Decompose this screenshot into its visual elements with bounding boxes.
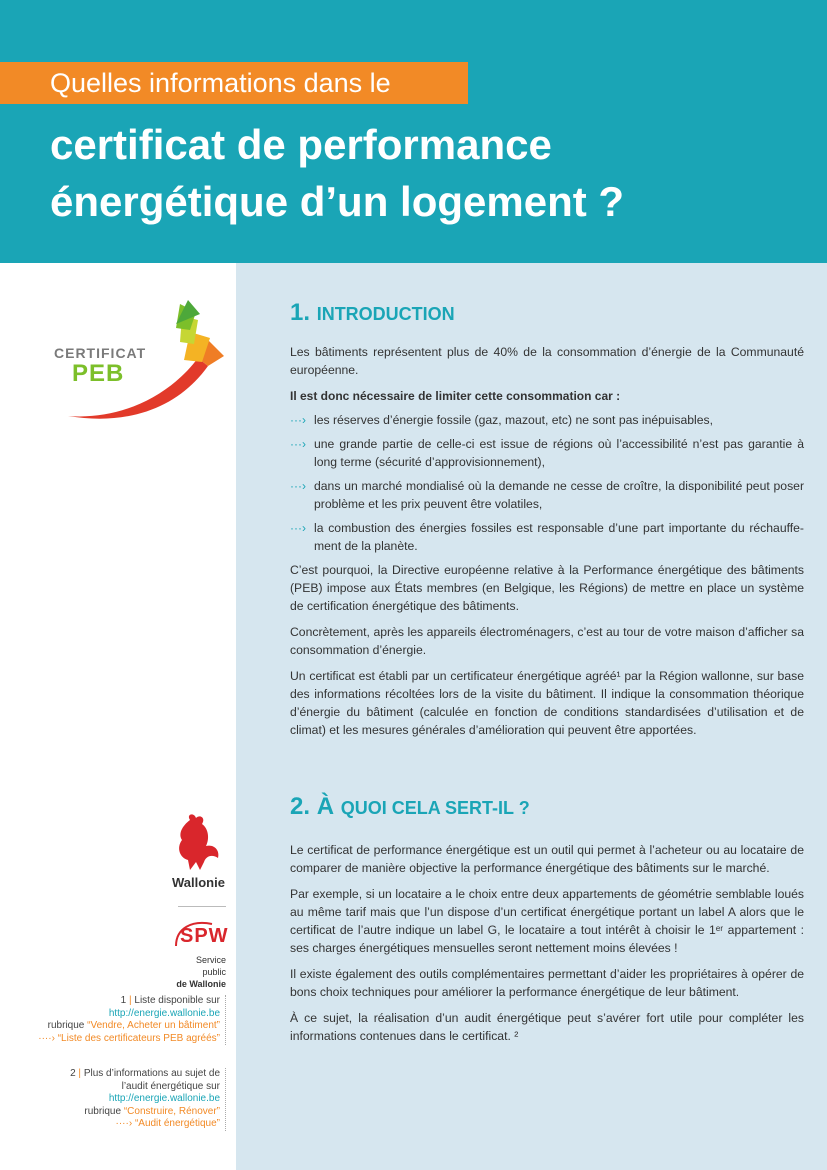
footnote-1	[20, 995, 226, 1045]
logo-text-certificat: CERTIFICAT	[54, 345, 147, 361]
list-item-text: les réserves d’énergie fossile (gaz, mazout, etc) ne sont pas inépuisables,	[314, 413, 714, 427]
footnote-separator: |	[78, 1068, 82, 1079]
section-2-heading	[290, 793, 530, 821]
footnote-rubrique-prefix: rubrique	[84, 1105, 122, 1117]
title-line-2: énergétique d’un logement ?	[50, 178, 625, 225]
list-item-text: une grande partie de celle-ci est issue de régions où l’accessibilité n’est pas garantie à long terme (sécurité d’approvisionnement),	[314, 437, 804, 469]
footnote-2	[20, 1068, 226, 1131]
wallonie-label: Wallonie	[172, 875, 225, 890]
spw-subtitle-line-2: de Wallonie	[176, 979, 226, 989]
footnote-subrubrique: “Liste des certificateurs PEB agréés”	[57, 1032, 220, 1044]
footnote-subrubrique: “Audit énergétique”	[134, 1118, 220, 1129]
logo-text-peb: PEB	[72, 360, 125, 387]
footnote-separator: |	[129, 995, 132, 1006]
arrow-icon: ····›	[38, 1032, 55, 1044]
arrow-icon: ···›	[290, 479, 306, 493]
arrow-icon: ····›	[115, 1118, 133, 1129]
spw-subtitle-line-1: Service public	[195, 955, 226, 977]
footnote-rubrique-prefix: rubrique	[47, 1020, 85, 1031]
footnote-number: 1	[120, 995, 127, 1006]
list-item	[290, 435, 804, 471]
paragraph: Il existe également des outils complémentaires permettant d’aider les propriétaires à opérer de bons choix techniques pour améliorer la performance énergétique de leur bâtiment.	[290, 967, 804, 999]
footnote-text: Plus d’informations au sujet de	[83, 1068, 220, 1079]
sidebar-divider	[178, 906, 226, 907]
page-header	[0, 0, 827, 263]
footnote-rubrique: “Construire, Rénover”	[123, 1105, 220, 1117]
footnote-text: Liste disponible sur	[134, 995, 220, 1006]
paragraph: Les bâtiments représentent plus de 40% de la consommation d’énergie de la Communauté européenne.	[290, 345, 804, 377]
list-item	[290, 477, 804, 513]
spw-logo-text: SPW	[180, 925, 229, 947]
wallonie-rooster-icon	[160, 812, 226, 872]
paragraph: Le certificat de performance énergétique est un outil qui permet à l’acheteur ou au locataire de comparer de manière objective la performance énergétique des bâtiments sur le marché.	[290, 843, 804, 875]
footnote-text-2: l’audit énergétique sur	[121, 1080, 220, 1092]
title-line-1: certificat de performance	[50, 121, 552, 168]
paragraph: Un certificat est établi par un certificateur énergétique agréé¹ par la Région wallonne, sur base des informations récoltées lors de la visite du bâtiment. Il indique la consommation théorique d’énergie du bâtiment (calculée en fonction de conditions standardisées d’utilisation et de climat) et les mesures générales d’amélioration qui peuvent être apportées.	[290, 669, 804, 737]
footnote-number: 2	[70, 1068, 76, 1079]
paragraph: Concrètement, après les appareils électroménagers, c’est au tour de votre maison d’afficher sa consommation d’énergie.	[290, 625, 804, 657]
footnote-link[interactable]: http://energie.wallonie.be	[108, 1093, 220, 1104]
section-2-number: 2.	[290, 793, 311, 820]
list-item	[290, 519, 804, 555]
arrow-icon: ···›	[290, 521, 306, 535]
footnote-rubrique: “Vendre, Acheter un bâtiment”	[87, 1020, 220, 1031]
section-1-heading	[290, 299, 455, 327]
section-2-title-a: À	[316, 793, 335, 820]
paragraph: Par exemple, si un locataire a le choix entre deux appartements de géométrie semblable loués au même tarif mais que l’un dispose d’un certificat énergétique portant un label A alors que le certificat de l’autre indique un label G, le locataire a tout intérêt à choisir le 1ᵉʳ appartement : ses charges énergétiques mensuelles seront nettement moins élevées !	[290, 887, 804, 955]
bullet-list	[290, 411, 804, 555]
section-1-title: INTRODUCTION	[316, 304, 455, 324]
section-2-body	[290, 841, 804, 1045]
section-2-title-b: QUOI CELA SERT-IL ?	[340, 798, 530, 818]
arrow-icon: ···›	[290, 437, 306, 451]
spw-subtitle	[170, 954, 226, 990]
main-content-panel	[236, 263, 827, 1170]
header-kicker: Quelles informations dans le	[0, 62, 468, 104]
list-item	[290, 411, 804, 429]
footnote-rule	[225, 1068, 226, 1131]
paragraph: À ce sujet, la réalisation d’un audit énergétique peut s’avérer fort utile pour compléter les informations contenues dans le certificat. ²	[290, 1011, 804, 1043]
page-title	[50, 116, 624, 230]
footnote-rule	[225, 995, 226, 1045]
arrow-icon: ···›	[290, 413, 306, 427]
paragraph: C’est pourquoi, la Directive européenne relative à la Performance énergétique des bâtiments (PEB) impose aux États membres (en Belgique, les Régions) de mettre en place un système de certification énergétique des bâtiments.	[290, 563, 804, 613]
lead-text: Il est donc nécessaire de limiter cette consommation car :	[290, 389, 621, 403]
list-item-text: dans un marché mondialisé où la demande ne cesse de croître, la disponibilité peut poser problème et les prix peuvent être volatiles,	[314, 479, 804, 511]
section-1-body	[290, 343, 804, 739]
list-item-text: la combustion des énergies fossiles est responsable d’une part importante du réchauffe-ment de la planète.	[314, 521, 804, 553]
section-1-number: 1.	[290, 299, 311, 326]
footnote-link[interactable]: http://energie.wallonie.be	[108, 1007, 220, 1019]
